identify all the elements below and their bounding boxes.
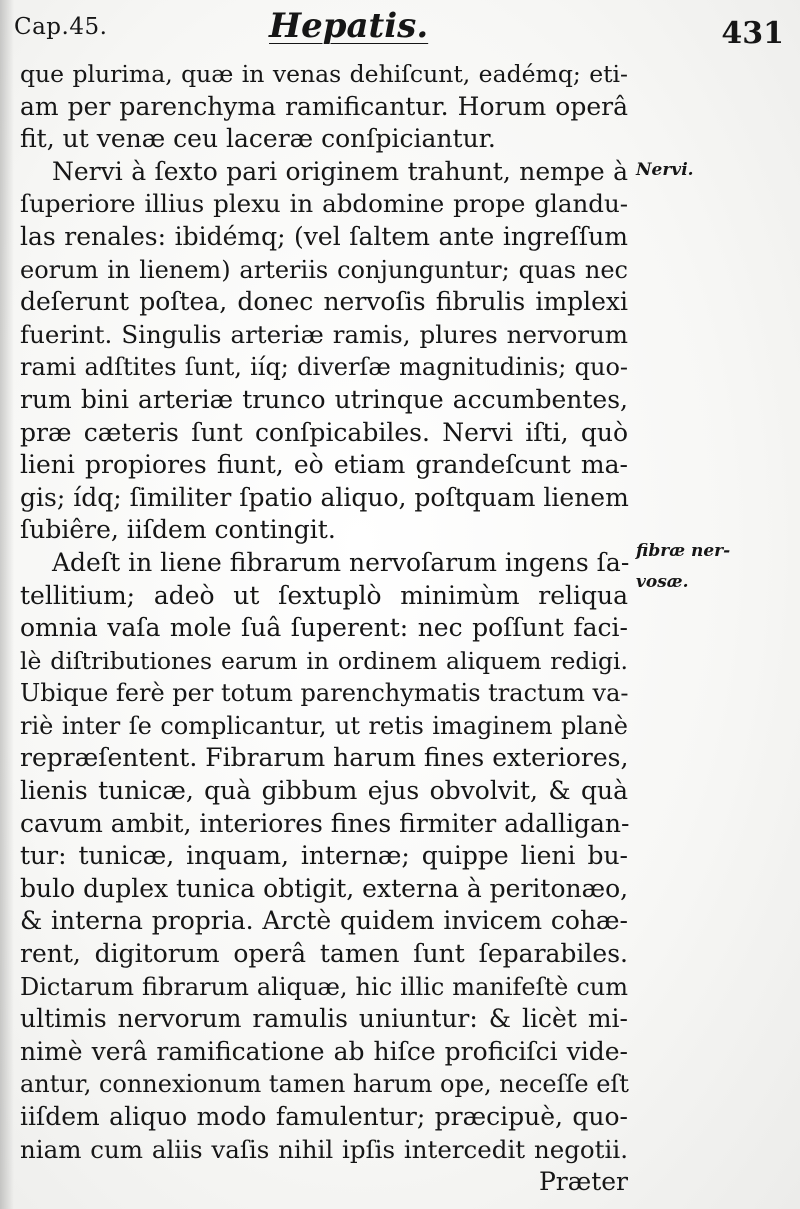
- text-line: ſubiêre, iiſdem contingit.: [20, 515, 336, 545]
- chapter-label: Cap.45.: [14, 14, 108, 40]
- text-line: fit, ut venæ ceu laceræ conſpiciantur.: [20, 124, 496, 154]
- margin-note-nervi: Nervi.: [636, 160, 694, 180]
- text-line: lienis tunicæ, quà gibbum ejus obvolvit, & quà: [20, 776, 628, 806]
- text-line: lè diſtributiones earum in ordinem aliquem redigi.: [20, 646, 628, 675]
- text-line: ſuperiore illius plexu in abdomine prope glandu-: [20, 189, 628, 219]
- text-line: las renales: ibidémq; (vel ſaltem ante ingreſſum: [20, 221, 628, 251]
- text-line: repræſentent. Fibrarum harum fines exteriores,: [20, 743, 629, 773]
- page-number: 431: [721, 16, 784, 51]
- text-line: præ cæteris ſunt conſpicabiles. Nervi iſti, quò: [20, 417, 628, 447]
- binding-shadow: [0, 0, 14, 1209]
- text-line: rami adſtites ſunt, iíq; diverſæ magnitudinis; quo-: [20, 353, 628, 382]
- text-line: eorum in lienem) arteriis conjunguntur; quas nec: [20, 255, 628, 284]
- text-line: cavum ambit, interiores fines firmiter adalligan-: [20, 808, 630, 838]
- running-head: [14, 4, 784, 54]
- text-line: fuerint. Singulis arteriæ ramis, plures nervorum: [20, 319, 628, 349]
- text-line: deſerunt poſtea, donec nervoſis fibrulis implexi: [20, 287, 628, 317]
- text-line: tur: tunicæ, inquam, internæ; quippe lieni bu-: [20, 841, 628, 871]
- text-line: bulo duplex tunica obtigit, externa à peritonæo,: [20, 873, 629, 903]
- text-line: rum bini arteriæ trunco utrinque accumbentes,: [20, 384, 628, 414]
- running-title: Hepatis.: [269, 6, 429, 46]
- text-line: que plurima, quæ in venas dehiſcunt, eadémq; eti-: [20, 60, 628, 88]
- text-line: gis; ídq; ſimiliter ſpatio aliquo, poſtquam lienem: [20, 482, 629, 512]
- text-line: Nervi à ſexto pari originem trahunt, nempe à: [52, 156, 628, 186]
- text-line: Dictarum fibrarum aliquæ, hic illic manifeſtè cum: [20, 972, 628, 1001]
- text-line: Adeſt in liene fibrarum nervoſarum ingens ſa-: [52, 547, 630, 577]
- text-line: rent, digitorum operâ tamen ſunt ſeparabiles.: [20, 939, 628, 969]
- text-line: lieni propiores fiunt, eò etiam grandeſcunt ma-: [20, 450, 628, 480]
- text-line: am per parenchyma ramificantur. Horum operâ: [20, 91, 628, 121]
- text-line: iiſdem aliquo modo famulentur; præcipuè, quo-: [20, 1102, 628, 1131]
- text-line: omnia vaſa mole ſuâ ſuperent: nec poſſunt faci-: [20, 613, 628, 643]
- text-line: & interna propria. Arctè quidem invicem cohæ-: [20, 906, 628, 936]
- margin-note-fibrae-1: fibræ ner-: [636, 541, 731, 561]
- catchword: Præter: [538, 1167, 628, 1197]
- body-text: [20, 58, 628, 1199]
- text-line: nimè verâ ramificatione ab hiſce proficiſci vide-: [20, 1036, 628, 1066]
- text-line: niam cum aliis vaſis nihil ipſis intercedit negotii.: [20, 1134, 628, 1164]
- text-line: Ubique ferè per totum parenchymatis tractum va-: [20, 679, 629, 708]
- text-line: riè inter ſe complicantur, ut retis imaginem planè: [20, 711, 628, 740]
- text-line: ultimis nervorum ramulis uniuntur: & licèt mi-: [20, 1004, 628, 1034]
- text-line: antur, connexionum tamen harum ope, neceſſe eſt: [20, 1070, 629, 1099]
- margin-note-fibrae-2: vosæ.: [636, 572, 689, 592]
- text-line: tellitium; adeò ut ſextuplò minimùm reliqua: [20, 580, 628, 610]
